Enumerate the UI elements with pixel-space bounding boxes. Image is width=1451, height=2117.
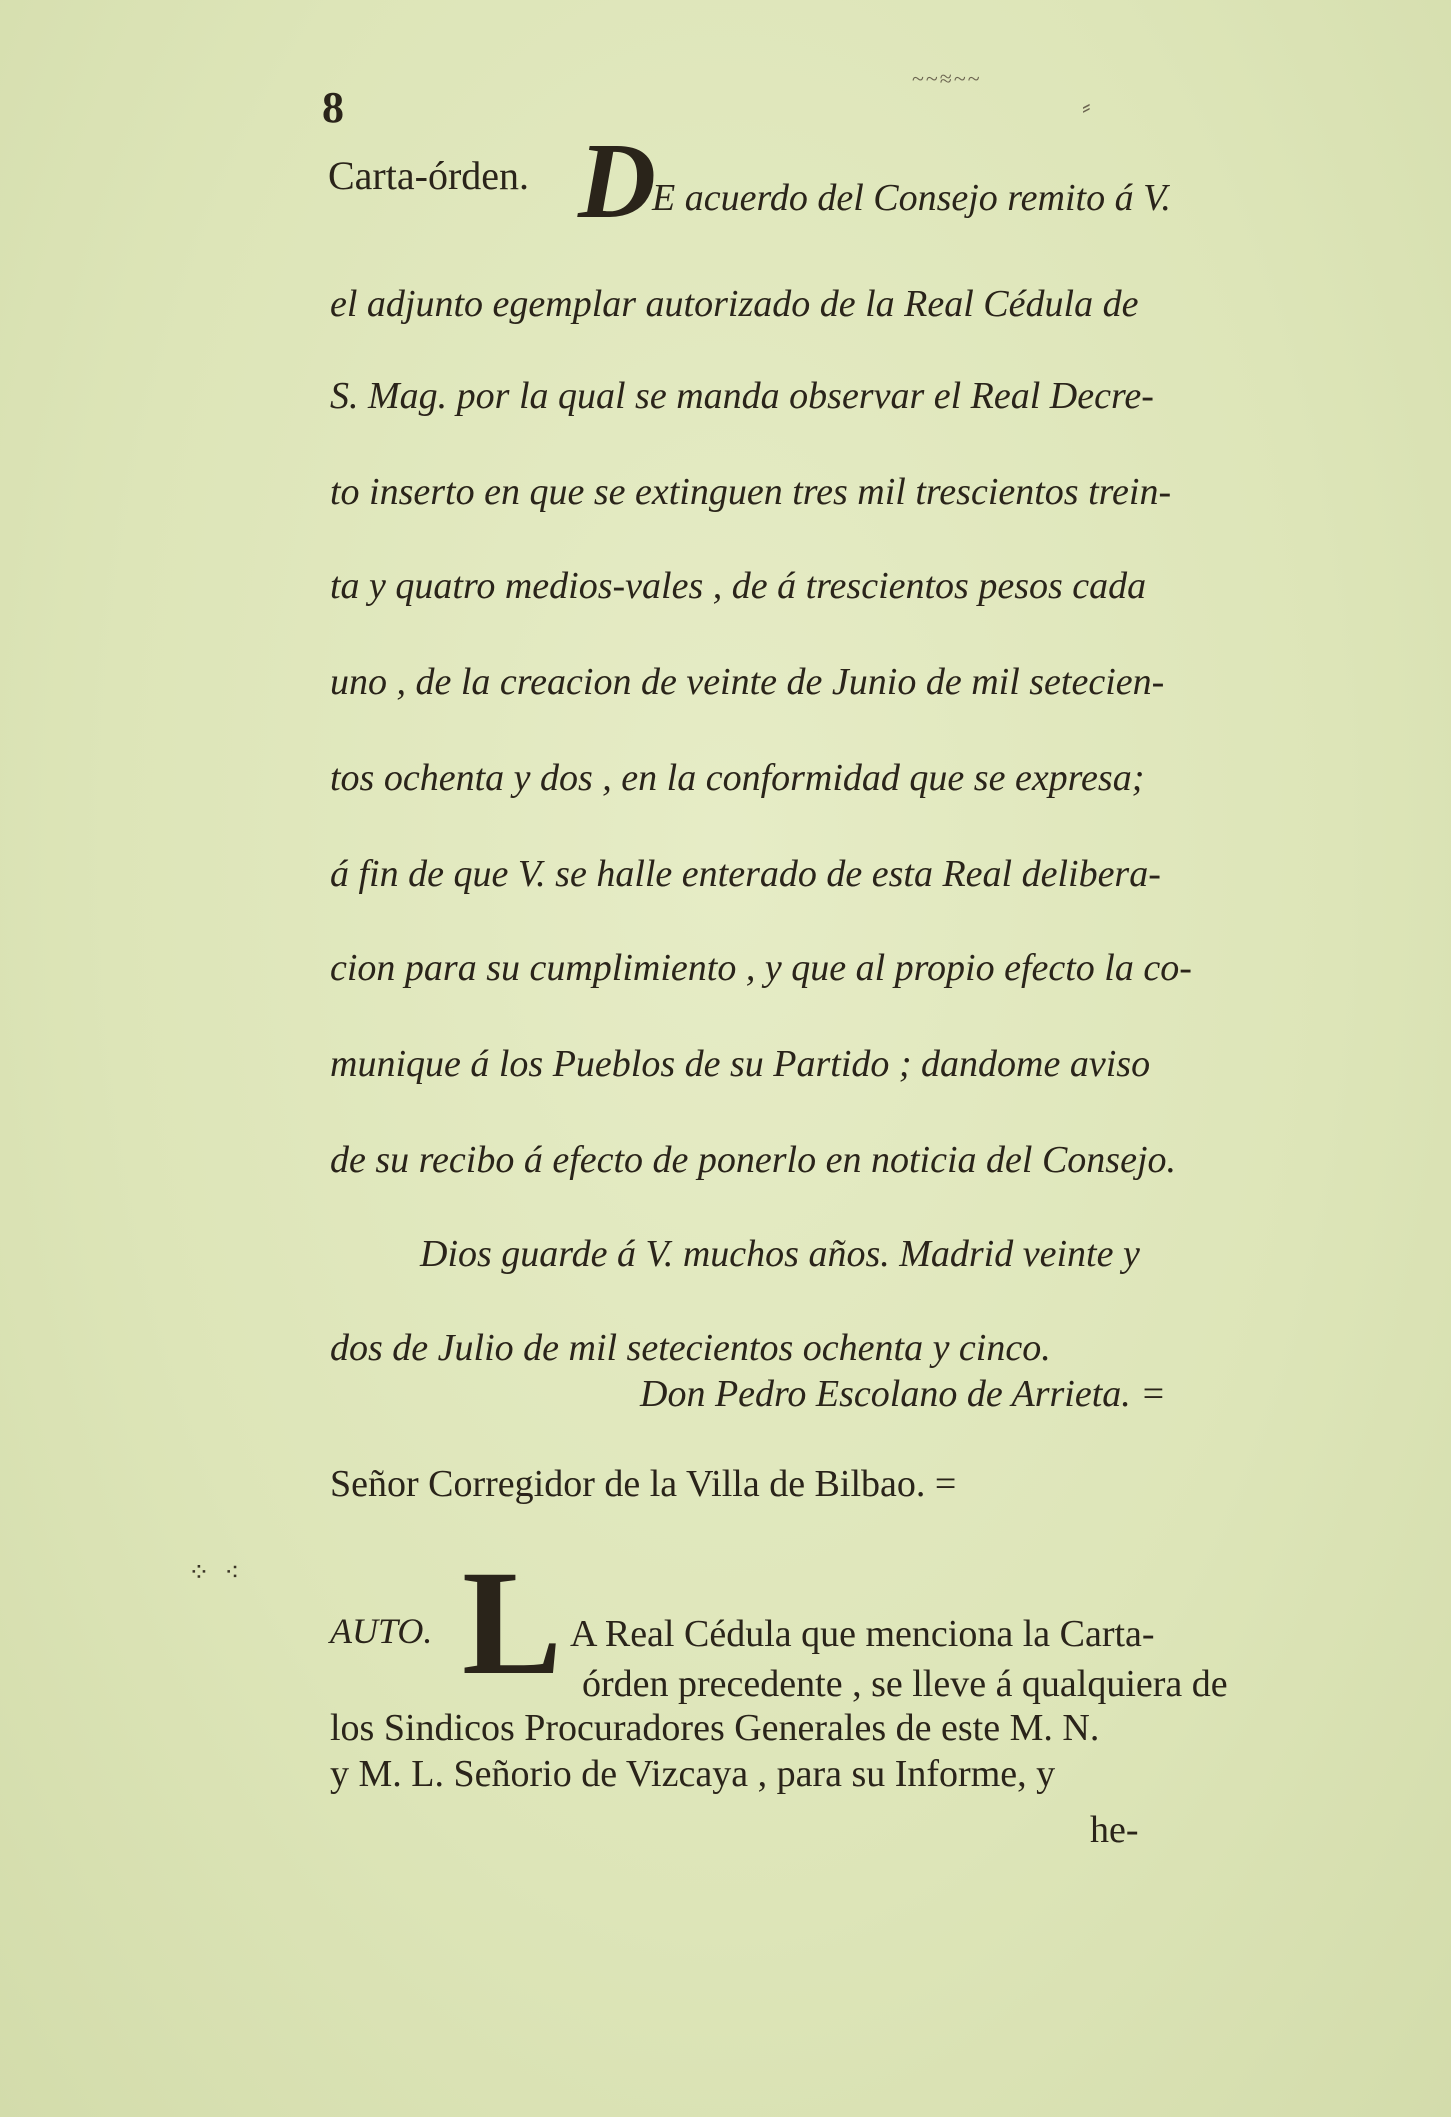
auto-line: A Real Cédula que menciona la Carta- xyxy=(570,1613,1155,1655)
letter-line: munique á los Pueblos de su Partido ; dandome aviso xyxy=(330,1043,1151,1085)
auto-label: AUTO. xyxy=(330,1611,433,1651)
letter-line: á fin de que V. se halle enterado de esta Real delibera- xyxy=(330,853,1161,895)
drop-initial-d: D xyxy=(578,122,656,241)
auto-line: órden precedente , se lleve á qualquiera de xyxy=(582,1663,1228,1705)
page-number: 8 xyxy=(322,83,344,132)
auto-line: los Sindicos Procuradores Generales de este M. N. xyxy=(330,1707,1100,1749)
letter-line: uno , de la creacion de veinte de Junio de mil setecien- xyxy=(330,661,1165,703)
letter-line: tos ochenta y dos , en la conformidad que se expresa; xyxy=(330,757,1145,799)
letter-line: de su recibo á efecto de ponerlo en noticia del Consejo. xyxy=(330,1139,1177,1181)
margin-label-carta-orden: Carta-órden. xyxy=(328,153,530,198)
header-ornament: ~~≈~~ xyxy=(912,66,982,91)
auto-line: he- xyxy=(1090,1809,1139,1851)
letter-line: E acuerdo del Consejo remito á V. xyxy=(652,177,1171,219)
closing-line: Dios guarde á V. muchos años. Madrid veinte y xyxy=(420,1233,1140,1275)
letter-line: ta y quatro medios-vales , de á trescientos pesos cada xyxy=(330,565,1147,607)
addressee: Señor Corregidor de la Villa de Bilbao. = xyxy=(330,1463,957,1505)
letter-line: el adjunto egemplar autorizado de la Real Cédula de xyxy=(330,283,1139,325)
letter-line: S. Mag. por la qual se manda observar el Real Decre- xyxy=(330,375,1154,417)
drop-initial-l: L xyxy=(462,1540,563,1706)
corner-mark: ⸗ xyxy=(1082,92,1091,121)
letter-line: cion para su cumplimiento , y que al propio efecto la co- xyxy=(330,947,1192,989)
signature: Don Pedro Escolano de Arrieta. = xyxy=(640,1373,1166,1415)
margin-specks: ⁘ ⁖ xyxy=(188,1558,244,1587)
letter-line: to inserto en que se extinguen tres mil trescientos trein- xyxy=(330,471,1172,513)
auto-line: y M. L. Señorio de Vizcaya , para su Informe, y xyxy=(330,1753,1056,1795)
closing-line: dos de Julio de mil setecientos ochenta y cinco. xyxy=(330,1327,1051,1369)
